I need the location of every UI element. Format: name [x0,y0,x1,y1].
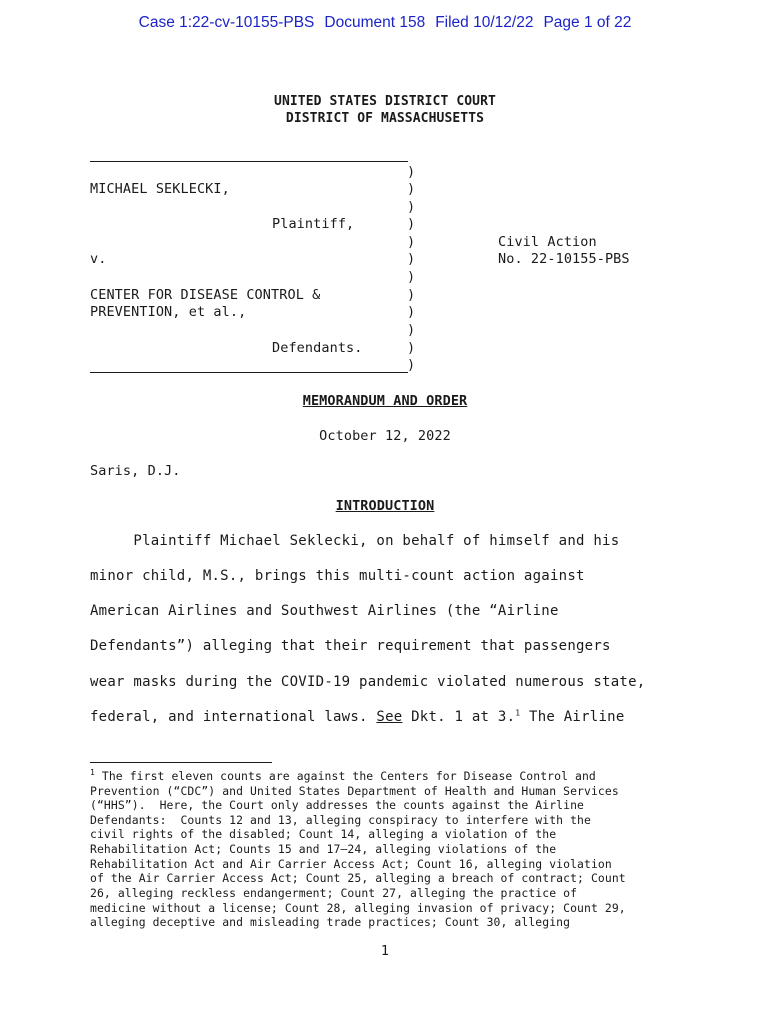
footnote-separator [90,762,272,763]
caption-paren: ) [407,304,416,320]
caption-paren: ) [407,199,416,215]
caption-paren: ) [407,251,416,267]
caption-top-rule [90,161,408,162]
plaintiff-name: MICHAEL SEKLECKI, [90,181,230,197]
body-line: Plaintiff Michael Seklecki, on behalf of himself and his [90,533,620,549]
body-text: The Airline [520,709,625,725]
body-line [90,709,625,725]
judge-name: Saris, D.J. [90,463,181,479]
footnote-line: Rehabilitation Act and Air Carrier Access Act; Count 16, alleging violation [90,857,612,871]
caption-paren: ) [407,164,416,180]
footnote-text: The first eleven counts are against the Centers for Disease Control and [94,769,596,783]
filed-date: Filed 10/12/22 [435,14,534,31]
caption-paren: ) [407,216,416,232]
case-number: Case 1:22-cv-10155-PBS [138,14,315,31]
page-number: 1 [380,943,390,959]
versus: v. [90,251,107,267]
footnote-reference: 1 [515,708,521,718]
civil-action-number: No. 22-10155-PBS [498,251,630,267]
plaintiff-label: Plaintiff, [272,216,355,232]
citation-signal-see: See [376,709,403,725]
civil-action-label: Civil Action [498,234,597,250]
ecf-header [0,14,770,32]
body-line: Defendants”) alleging that their requirement that passengers [90,638,611,654]
footnote-line: alleging deceptive and misleading trade practices; Count 30, alleging [90,915,571,929]
section-heading-introduction: INTRODUCTION [335,498,435,514]
footnote-line: Rehabilitation Act; Counts 15 and 17–24, alleging violations of the [90,842,557,856]
court-district: DISTRICT OF MASSACHUSETTS [285,111,485,126]
footnote-line: Prevention (“CDC”) and United States Department of Health and Human Services [90,784,619,798]
defendant-name-line2: PREVENTION, et al., [90,304,247,320]
page-indicator: Page 1 of 22 [543,14,632,31]
caption-paren: ) [407,181,416,197]
caption-paren: ) [407,234,416,250]
memorandum-title: MEMORANDUM AND ORDER [302,393,468,409]
body-line: wear masks during the COVID-19 pandemic violated numerous state, [90,674,646,690]
footnote-line [90,769,596,784]
document-number: Document 158 [324,14,426,31]
caption-paren: ) [407,340,416,356]
defendant-name-line1: CENTER FOR DISEASE CONTROL & [90,287,321,303]
caption-bottom-rule [90,372,408,373]
body-line: minor child, M.S., brings this multi-count action against [90,568,585,584]
caption-paren: ) [407,357,416,373]
footnote-line: Defendants: Counts 12 and 13, alleging conspiracy to interfere with the [90,813,591,827]
caption-paren: ) [407,269,416,285]
court-name: UNITED STATES DISTRICT COURT [274,94,496,109]
caption-paren: ) [407,322,416,338]
caption-paren: ) [407,287,416,303]
body-text: federal, and international laws. [90,709,377,725]
body-text: Dkt. 1 at 3. [402,709,516,725]
footnote-line: of the Air Carrier Access Act; Count 25, alleging a breach of contract; Count [90,871,626,885]
footnote-marker: 1 [90,768,95,778]
footnote-line: (“HHS”). Here, the Court only addresses the counts against the Airline [90,798,584,812]
footnote-line: medicine without a license; Count 28, alleging invasion of privacy; Count 29, [90,901,626,915]
order-date: October 12, 2022 [319,428,451,444]
defendant-label: Defendants. [272,340,363,356]
footnote-line: civil rights of the disabled; Count 14, alleging a violation of the [90,827,557,841]
footnote-line: 26, alleging reckless endangerment; Count 27, alleging the practice of [90,886,578,900]
body-line: American Airlines and Southwest Airlines (the “Airline [90,603,559,619]
